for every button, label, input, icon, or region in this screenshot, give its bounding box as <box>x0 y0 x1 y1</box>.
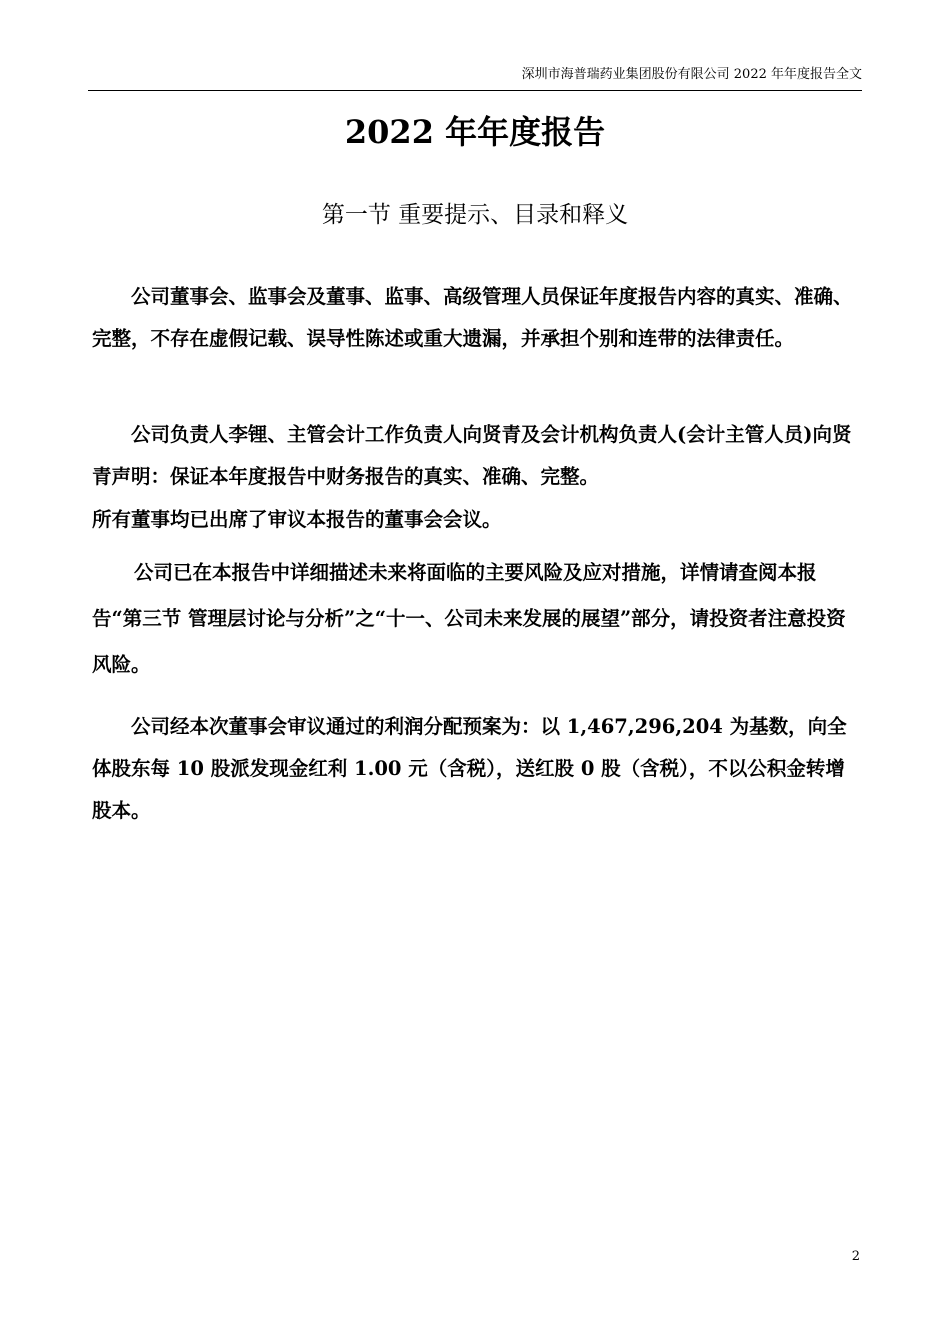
paragraph-board-guarantee: 公司董事会、监事会及董事、监事、高级管理人员保证年度报告内容的真实、准确、完整，不存在虚假记载、误导性陈述或重大遗漏，并承担个别和连带的法律责任。 <box>92 285 853 350</box>
paragraph-risk-notice: 公司已在本报告中详细描述未来将面临的主要风险及应对措施，详情请查阅本报告“第三节 管理层讨论与分析”之“十一、公司未来发展的展望”部分，请投资者注意投资风险。 <box>92 561 846 676</box>
document-title: 2022 年年度报告 <box>344 113 606 151</box>
running-title: 深圳市海普瑞药业集团股份有限公司 2022 年年度报告全文 <box>521 67 862 82</box>
page-number: 2 <box>851 1249 860 1264</box>
page-header <box>88 66 862 91</box>
section-title: 第一节 重要提示、目录和释义 <box>321 202 629 228</box>
paragraph-directors-attendance: 所有董事均已出席了审议本报告的董事会会议。 <box>92 508 502 531</box>
paragraph-profit-distribution: 公司经本次董事会审议通过的利润分配预案为：以 1,467,296,204 为基数，向全体股东每 10 股派发现金红利 1.00 元（含税），送红股 0 股（含税），不以公积金转增股本。 <box>92 715 847 822</box>
paragraph-responsible-persons: 公司负责人李锂、主管会计工作负责人向贤青及会计机构负责人(会计主管人员)向贤青声明：保证本年度报告中财务报告的真实、准确、完整。 <box>92 423 852 488</box>
